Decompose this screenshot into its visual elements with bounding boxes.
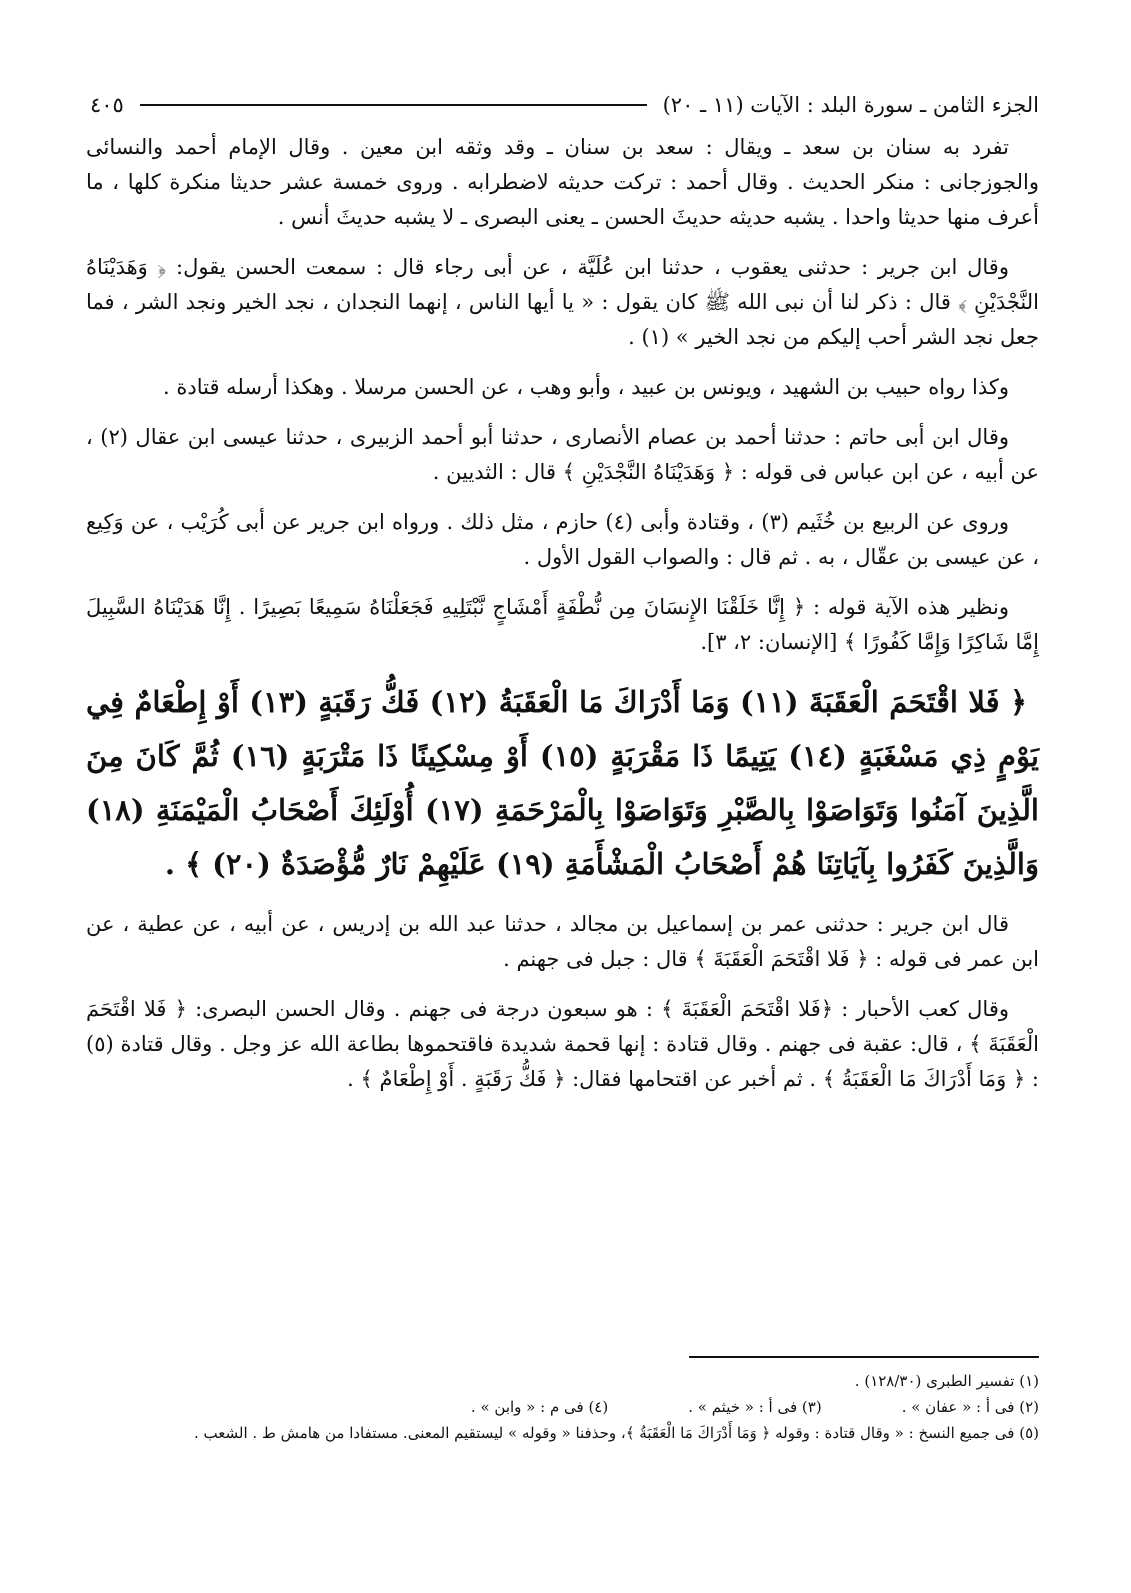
paragraph: وروى عن الربيع بن خُثَيم (٣) ، وقتادة وأبى (٤) حازم ، مثل ذلك . ورواه ابن جرير عن أبى كُرَيْب ، عن وَكِيع ، عن عيسى بن عقّال ، به . ثم قال : والصواب القول الأول . bbox=[86, 510, 1039, 569]
paragraph: وقال ابن أبى حاتم : حدثنا أحمد بن عصام الأنصارى ، حدثنا أبو أحمد الزبيرى ، حدثنا عيسى ابن عقال (٢) ، عن أبيه ، عن ابن عباس فى قوله : ﴿ وَهَدَيْنَاهُ النَّجْدَيْنِ ﴾ قال : الثديين . bbox=[86, 425, 1039, 484]
paragraph: وقال ابن جرير : حدثنى يعقوب ، حدثنا ابن عُلَيَّة ، عن أبى رجاء قال : سمعت الحسن يقول: ﴿ وَهَدَيْنَاهُ النَّجْدَيْنِ ﴾ قال : ذكر لنا أن نبى الله ﷺ كان يقول : « يا أيها الناس ، إنهما النجدان ، نجد الخير ونجد الشر ، فما جعل نجد الشر أحب إليكم من نجد الخير » (١) . bbox=[86, 255, 1039, 349]
footnote-divider bbox=[689, 1356, 1039, 1358]
paragraph: تفرد به سنان بن سعد ـ ويقال : سعد بن سنان ـ وقد وثقه ابن معين . وقال الإمام أحمد والنسائى والجوزجانى : منكر الحديث . وقال أحمد : تركت حديثه لاضطرابه . وروى خمسة عشر حديثا منكرة كلها ، ما أعرف منها حديثا واحدا . يشبه حديثه حديثَ الحسن ـ يعنى البصرى ـ لا يشبه حديثَ أنس . bbox=[86, 135, 1039, 229]
paragraph: ونظير هذه الآية قوله : ﴿ إِنَّا خَلَقْنَا الإِنسَانَ مِن نُّطْفَةٍ أَمْشَاجٍ نَّبْتَلِيهِ فَجَعَلْنَاهُ سَمِيعًا بَصِيرًا . إِنَّا هَدَيْنَاهُ السَّبِيلَ إِمَّا شَاكِرًا وَإِمَّا كَفُورًا ﴾ [الإنسان: ٢، ٣]. bbox=[86, 595, 1039, 654]
footnotes bbox=[86, 1368, 1039, 1446]
paragraph: وكذا رواه حبيب بن الشهيد ، ويونس بن عبيد ، وأبو وهب ، عن الحسن مرسلا . وهكذا أرسله قتادة . bbox=[163, 375, 1009, 399]
footnote: (٢) فى أ : « عفان » . bbox=[901, 1398, 1039, 1416]
page-number: ٤٠٥ bbox=[90, 93, 124, 117]
footnote: (٥) فى جميع النسخ : « وقال قتادة : وقوله ﴿ وَمَا أَدْرَاكَ مَا الْعَقَبَةُ ﴾، وحذفنا « وقوله » ليستقيم المعنى. مستفادا من هامش ط . الشعب . bbox=[194, 1424, 1039, 1442]
footnote: (٤) فى م : « وابن » . bbox=[470, 1398, 609, 1416]
running-title: الجزء الثامن ـ سورة البلد : الآيات (١١ ـ ٢٠) bbox=[662, 93, 1039, 117]
footnote-row bbox=[86, 1394, 1039, 1420]
page-header bbox=[90, 88, 1039, 122]
paragraph: وقال كعب الأحبار : ﴿فَلا اقْتَحَمَ الْعَقَبَةَ ﴾ : هو سبعون درجة فى جهنم . وقال الحسن البصرى: ﴿ فَلا اقْتَحَمَ الْعَقَبَةَ ﴾ ، قال: عقبة فى جهنم . وقال قتادة : إنها قحمة شديدة فاقتحموها بطاعة الله عز وجل . وقال قتادة (٥) : ﴿ وَمَا أَدْرَاكَ مَا الْعَقَبَةُ ﴾ . ثم أخبر عن اقتحامها فقال: ﴿ فَكُّ رَقَبَةٍ . أَوْ إِطْعَامٌ ﴾ . bbox=[86, 997, 1039, 1091]
footnote: (١) تفسير الطبرى (١٢٨/٣٠) . bbox=[854, 1372, 1039, 1390]
header-divider bbox=[140, 104, 647, 106]
paragraph: قال ابن جرير : حدثنى عمر بن إسماعيل بن مجالد ، حدثنا عبد الله بن إدريس ، عن أبيه ، عن عطية ، عن ابن عمر فى قوله : ﴿ فَلا اقْتَحَمَ الْعَقَبَةَ ﴾ قال : جبل فى جهنم . bbox=[86, 912, 1039, 971]
quran-verse-block: ﴿ فَلا اقْتَحَمَ الْعَقَبَةَ (١١) وَمَا أَدْرَاكَ مَا الْعَقَبَةُ (١٢) فَكُّ رَقَبَةٍ (١٣) أَوْ إِطْعَامٌ فِي يَوْمٍ ذِي مَسْغَبَةٍ (١٤) يَتِيمًا ذَا مَقْرَبَةٍ (١٥) أَوْ مِسْكِينًا ذَا مَتْرَبَةٍ (١٦) ثُمَّ كَانَ مِنَ الَّذِينَ آمَنُوا وَتَوَاصَوْا بِالصَّبْرِ وَتَوَاصَوْا بِالْمَرْحَمَةِ (١٧) أُوْلَئِكَ أَصْحَابُ الْمَيْمَنَةِ (١٨) وَالَّذِينَ كَفَرُوا بِآيَاتِنَا هُمْ أَصْحَابُ الْمَشْأَمَةِ (١٩) عَلَيْهِمْ نَارٌ مُّؤْصَدَةٌ (٢٠) ﴾ . bbox=[86, 685, 1040, 881]
main-text bbox=[86, 130, 1039, 1375]
footnote: (٣) فى أ : « خيثم » . bbox=[688, 1398, 822, 1416]
